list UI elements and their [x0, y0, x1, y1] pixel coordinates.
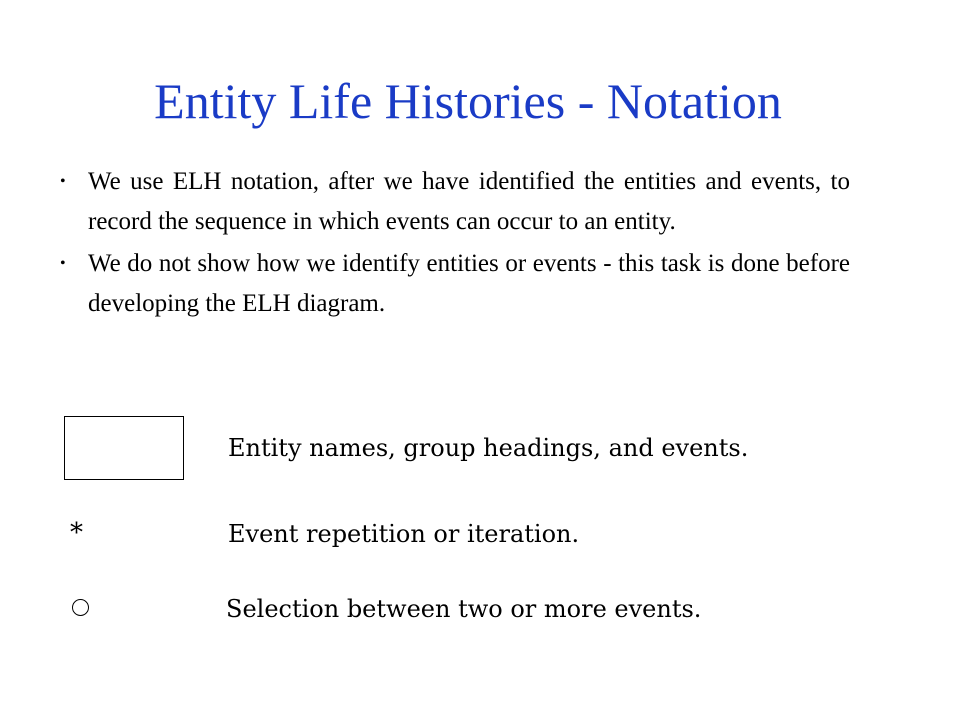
bullet-icon: •	[60, 173, 66, 190]
asterisk-icon: *	[70, 518, 83, 548]
bullet-item-identification	[60, 244, 850, 324]
box-legend-description: Entity names, group headings, and events.	[228, 434, 749, 462]
bullet-text: We do not show how we identify entities or events - this task is done before developing the ELH diagram.	[88, 250, 850, 317]
bullet-text: We use ELH notation, after we have identified the entities and events, to record the sequence in which events can occur to an entity.	[88, 168, 850, 235]
bullet-list	[60, 162, 850, 326]
circle-icon	[72, 599, 89, 616]
selection-legend-description: Selection between two or more events.	[226, 595, 702, 623]
iteration-legend-description: Event repetition or iteration.	[228, 520, 580, 548]
bullet-icon: •	[60, 255, 66, 272]
rectangle-symbol-icon	[64, 416, 184, 480]
bullet-item-elh-usage	[60, 162, 850, 242]
slide-title: Entity Life Histories - Notation	[154, 73, 782, 129]
